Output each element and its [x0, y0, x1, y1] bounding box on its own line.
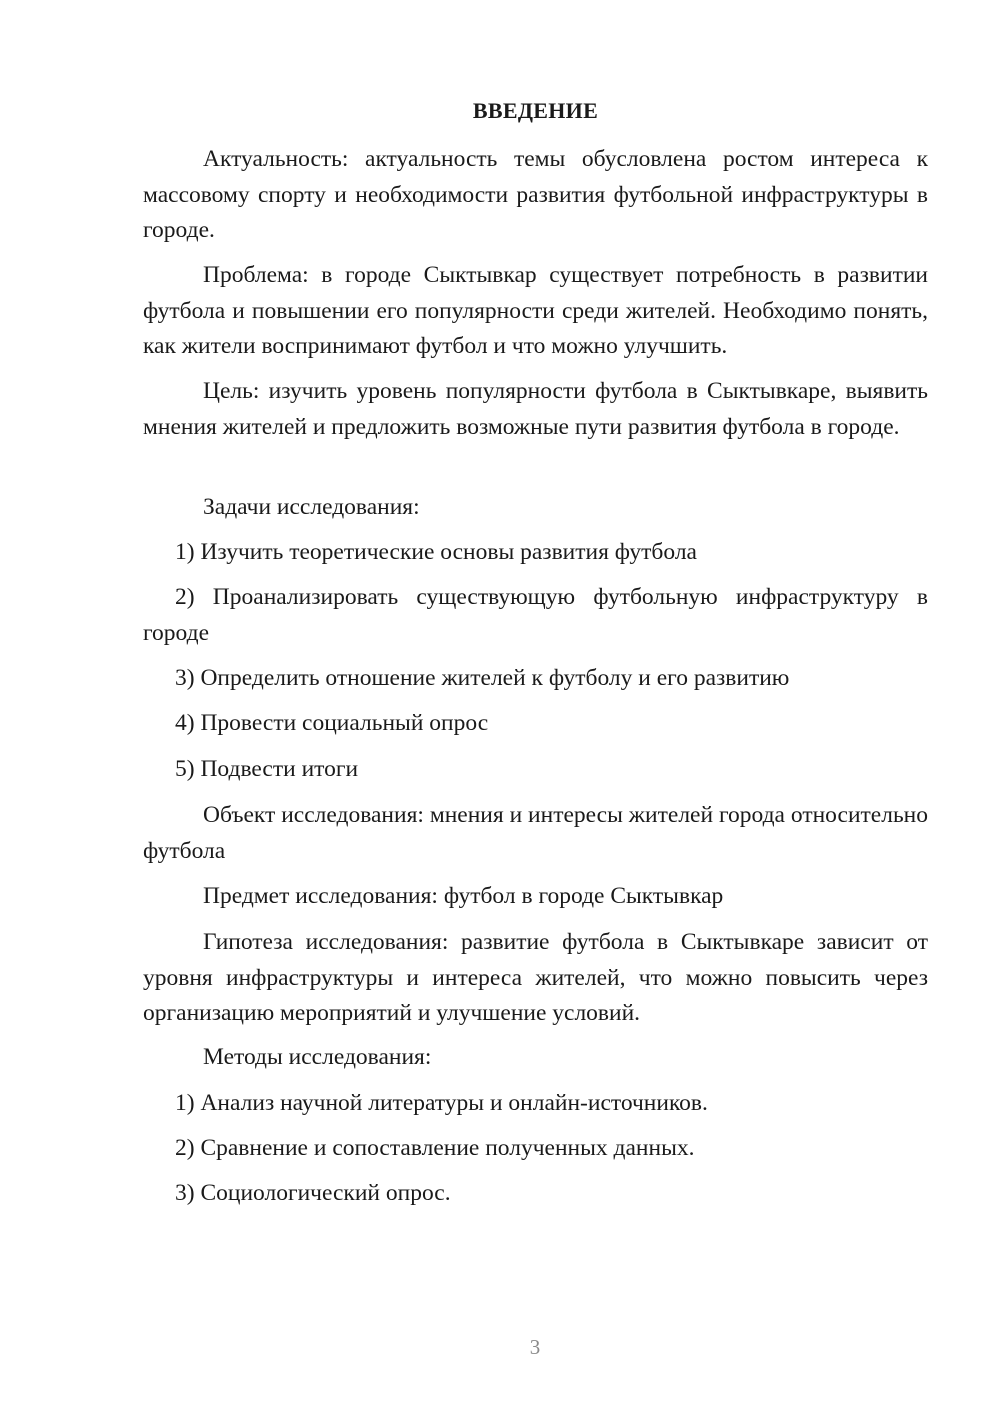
problem-paragraph: Проблема: в городе Сыктывкар существует потребность в развитии футбола и повышении его популярности среди жителей. Необходимо понять, как жители воспринимают футбол и что можно улучшить. [143, 262, 928, 359]
method-item-1: 1) Анализ научной литературы и онлайн-источников. [175, 1090, 708, 1116]
method-item-3: 3) Социологический опрос. [175, 1180, 451, 1206]
task-item-5: 5) Подвести итоги [175, 756, 359, 782]
task-item-2: 2) Проанализировать существующую футбольную инфраструктуру в городе [143, 584, 928, 646]
goal-paragraph: Цель: изучить уровень популярности футбола в Сыктывкаре, выявить мнения жителей и предложить возможные пути развития футбола в городе. [143, 378, 928, 440]
methods-label: Методы исследования: [203, 1044, 432, 1070]
task-item-1: 1) Изучить теоретические основы развития футбола [175, 539, 697, 565]
relevance-paragraph: Актуальность: актуальность темы обусловлена ростом интереса к массовому спорту и необходимости развития футбольной инфраструктуры в городе. [143, 146, 928, 243]
section-heading: ВВЕДЕНИЕ [472, 98, 599, 123]
hypothesis-paragraph: Гипотеза исследования: развитие футбола в Сыктывкаре зависит от уровня инфраструктуры и интереса жителей, что можно повысить через организацию мероприятий и улучшение условий. [143, 929, 928, 1026]
page-number: 3 [529, 1335, 541, 1359]
task-item-3: 3) Определить отношение жителей к футболу и его развитию [175, 665, 790, 691]
object-paragraph: Объект исследования: мнения и интересы жителей города относительно футбола [143, 802, 928, 864]
tasks-label: Задачи исследования: [203, 494, 420, 520]
subject-paragraph: Предмет исследования: футбол в городе Сыктывкар [203, 883, 724, 909]
method-item-2: 2) Сравнение и сопоставление полученных данных. [175, 1135, 695, 1161]
task-item-4: 4) Провести социальный опрос [175, 710, 489, 736]
